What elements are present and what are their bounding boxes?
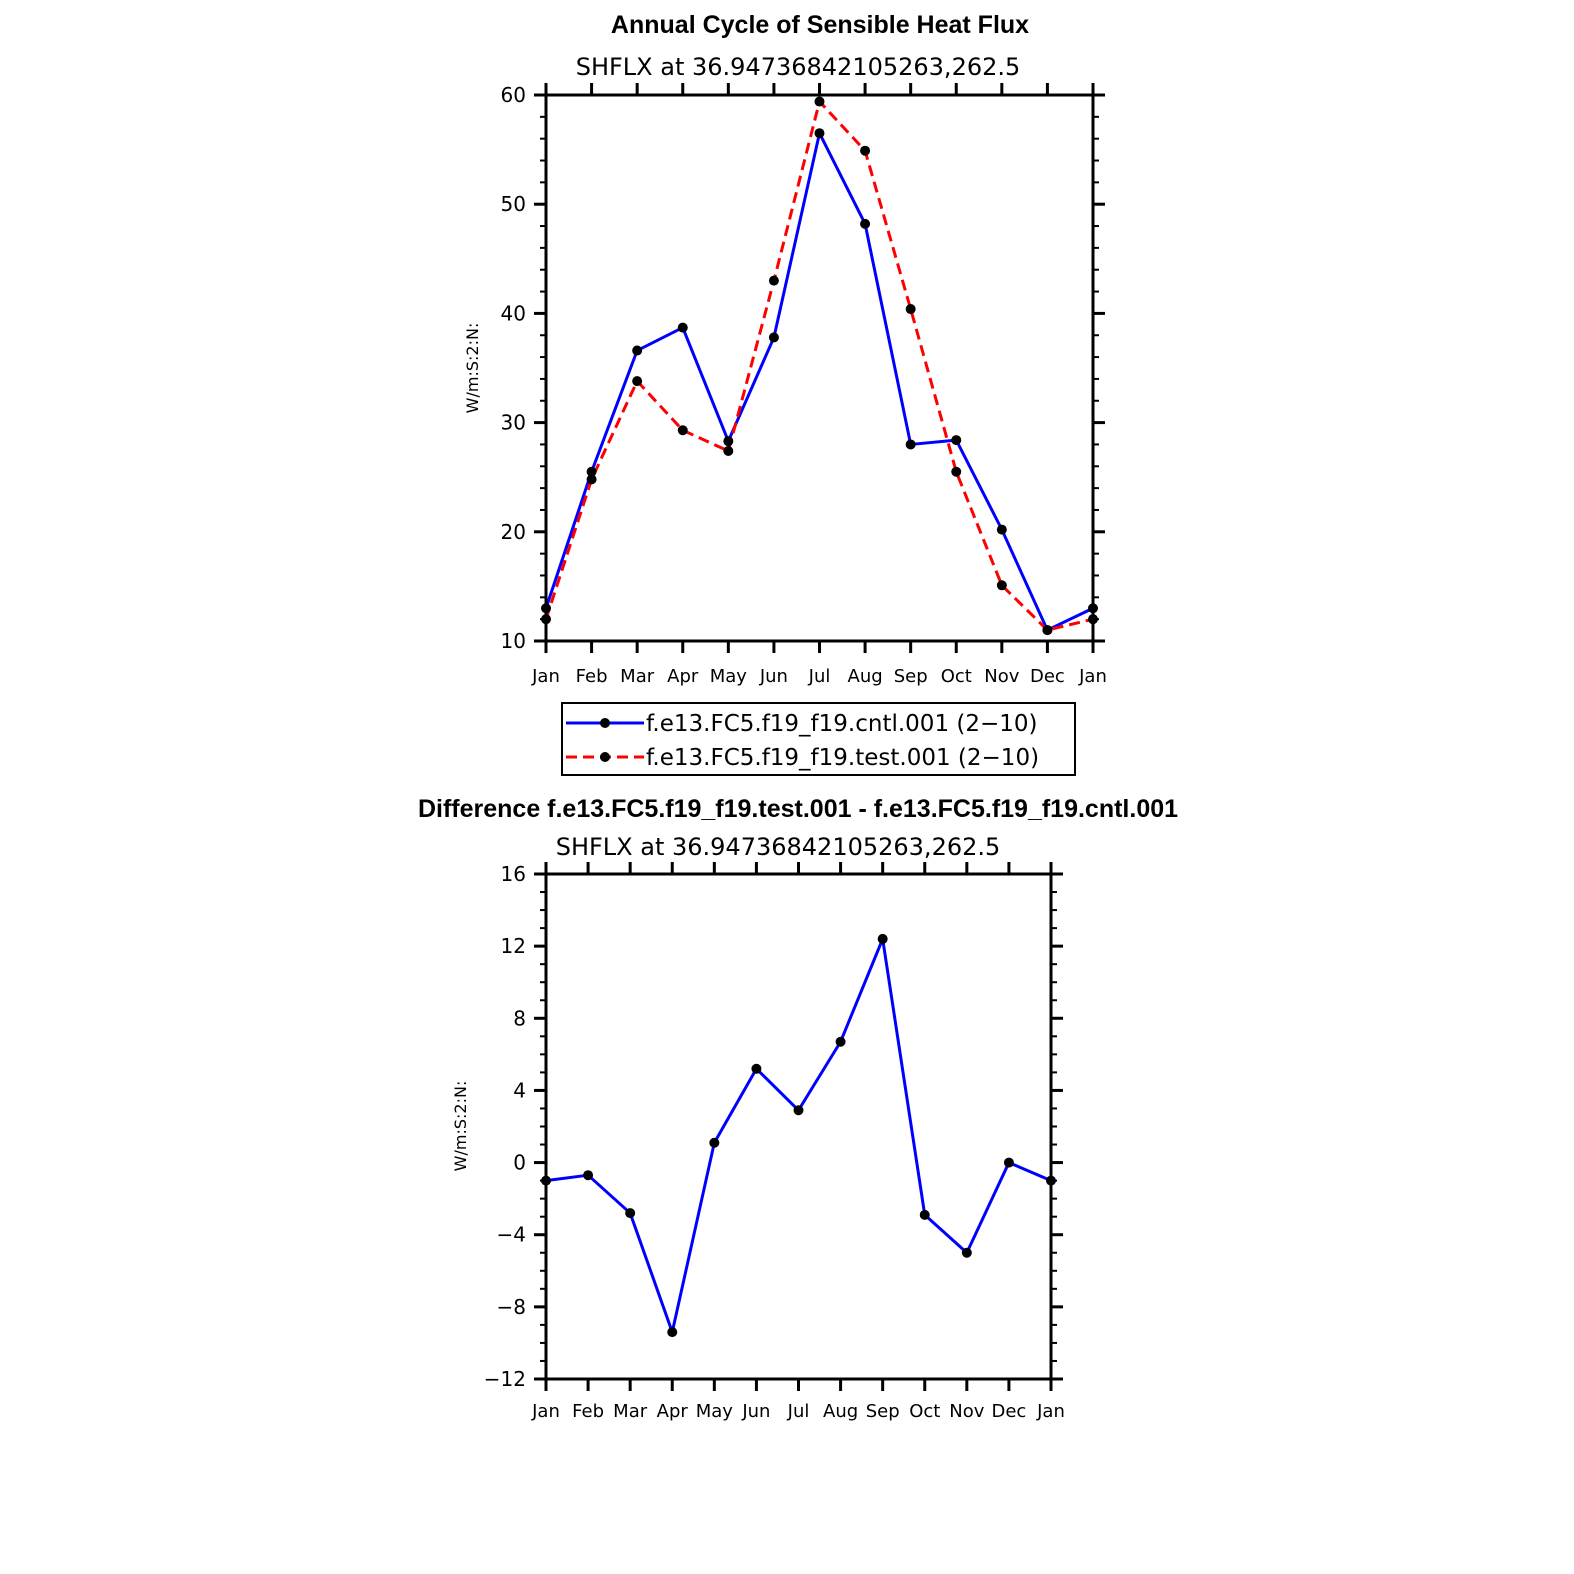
legend bbox=[562, 703, 1075, 775]
panel1-y-tick-label: 40 bbox=[500, 301, 526, 326]
panel1-y-tick-label: 30 bbox=[500, 410, 526, 435]
panel1-x-tick-label: Jun bbox=[759, 666, 788, 687]
panel1-series-0-point bbox=[997, 525, 1007, 535]
panel1-x-tick-label: Aug bbox=[847, 666, 883, 687]
legend-test-label: f.e13.FC5.f19_f19.test.001 (2−10) bbox=[646, 745, 1040, 771]
panel2-x-tick-label: Nov bbox=[949, 1401, 985, 1422]
panel1-series-1-point bbox=[769, 276, 779, 286]
panel2-title: Difference f.e13.FC5.f19_f19.test.001 - f.e13.FC5.f19_f19.cntl.001 bbox=[417, 795, 1179, 823]
panel2-series-0-point bbox=[1004, 1158, 1014, 1168]
panel1-series-1-point bbox=[951, 467, 961, 477]
panel2-plot-frame bbox=[546, 874, 1051, 1379]
panel1-x-tick-label: Nov bbox=[984, 666, 1020, 687]
panel2-series-0-point bbox=[836, 1037, 846, 1047]
panel1-series-0-point bbox=[769, 332, 779, 342]
panel1-x-tick-label: May bbox=[709, 666, 747, 687]
panel1-y-tick-label: 10 bbox=[500, 629, 526, 653]
panel1-x-tick-label: Oct bbox=[940, 666, 972, 687]
panel1-series-1-point bbox=[678, 425, 688, 435]
panel2-x-tick-label: Jul bbox=[787, 1401, 810, 1422]
panel1-series-0-point bbox=[860, 219, 870, 229]
legend-test-marker bbox=[600, 752, 610, 762]
panel-annual-cycle bbox=[463, 11, 1107, 687]
panel1-series-0-point bbox=[906, 439, 916, 449]
panel1-x-tick-label: Sep bbox=[893, 666, 928, 687]
panel2-y-axis-label: W/m:S:2:N: bbox=[451, 1080, 470, 1172]
panel1-series-0-point bbox=[815, 128, 825, 138]
panel2-series-0-point bbox=[920, 1210, 930, 1220]
panel-difference bbox=[418, 795, 1178, 1422]
panel1-x-tick-label: Jul bbox=[808, 666, 831, 687]
panel2-y-tick-label: 8 bbox=[513, 1006, 526, 1031]
panel1-x-tick-label: Jan bbox=[532, 666, 560, 687]
panel2-x-tick-label: Sep bbox=[865, 1401, 900, 1422]
panel2-series-0-point bbox=[667, 1327, 677, 1337]
panel2-series bbox=[541, 934, 1056, 1337]
panel2-series-0-line bbox=[546, 939, 1051, 1332]
panel2-x-tick-label: Jun bbox=[742, 1401, 771, 1422]
panel1-series-1-point bbox=[860, 146, 870, 156]
panel2-x-tick-label: Jan bbox=[532, 1401, 560, 1422]
panel1-subtitle: SHFLX at 36.94736842105263,262.5 bbox=[575, 53, 1021, 81]
panel2-series-0-point bbox=[794, 1105, 804, 1115]
panel2-y-tick-label: 16 bbox=[500, 862, 526, 886]
panel1-y-tick-label: 50 bbox=[500, 192, 526, 217]
panel1-series-1-point bbox=[906, 304, 916, 314]
panel1-x-tick-label: Mar bbox=[620, 666, 655, 687]
panel1-x-tick-label: Feb bbox=[575, 666, 608, 687]
panel2-x-tick-label: Dec bbox=[991, 1401, 1027, 1422]
panel2-y-tick-label: −4 bbox=[496, 1222, 526, 1247]
panel1-series-0-line bbox=[546, 133, 1093, 630]
panel1-series-0-point bbox=[678, 323, 688, 333]
panel1-x-tick-label: Jan bbox=[1079, 666, 1107, 687]
panel2-x-tick-label: Aug bbox=[823, 1401, 859, 1422]
panel1-series-0-point bbox=[951, 435, 961, 445]
panel2-series-0-point bbox=[962, 1248, 972, 1258]
legend-cntl-label: f.e13.FC5.f19_f19.cntl.001 (2−10) bbox=[646, 711, 1038, 737]
panel2-series-0-point bbox=[709, 1138, 719, 1148]
panel2-y-tick-label: −8 bbox=[496, 1294, 526, 1319]
panel1-series-1-point bbox=[1042, 625, 1052, 635]
panel1-series bbox=[541, 97, 1098, 636]
legend-cntl-marker bbox=[600, 718, 610, 728]
panel2-y-tick-label: 4 bbox=[513, 1078, 526, 1103]
panel1-series-0-point bbox=[632, 346, 642, 356]
panel1-series-1-point bbox=[723, 446, 733, 456]
panel2-ticks bbox=[484, 862, 1065, 1422]
panel2-x-tick-label: Oct bbox=[909, 1401, 941, 1422]
panel1-y-tick-label: 20 bbox=[500, 519, 526, 544]
panel2-series-0-point bbox=[625, 1208, 635, 1218]
panel2-x-tick-label: Feb bbox=[572, 1401, 605, 1422]
panel1-x-tick-label: Apr bbox=[667, 666, 699, 687]
panel2-series-0-point bbox=[751, 1064, 761, 1074]
panel2-series-0-point bbox=[878, 934, 888, 944]
panel2-y-tick-label: 12 bbox=[500, 934, 526, 959]
panel1-series-1-point bbox=[997, 580, 1007, 590]
panel2-y-tick-label: 0 bbox=[513, 1150, 526, 1175]
panel2-y-tick-label: −12 bbox=[483, 1367, 526, 1391]
panel1-title: Annual Cycle of Sensible Heat Flux bbox=[610, 11, 1030, 39]
panel2-x-tick-label: Jan bbox=[1037, 1401, 1065, 1422]
panel1-series-1-point bbox=[632, 376, 642, 386]
panel1-x-tick-label: Dec bbox=[1029, 666, 1065, 687]
panel2-x-tick-label: Mar bbox=[613, 1401, 648, 1422]
panel2-subtitle: SHFLX at 36.94736842105263,262.5 bbox=[555, 833, 1001, 861]
panel1-plot-frame bbox=[546, 95, 1093, 641]
panel2-x-tick-label: May bbox=[695, 1401, 733, 1422]
panel1-y-axis-label: W/m:S:2:N: bbox=[463, 322, 482, 414]
panel1-series-1-point bbox=[587, 474, 597, 484]
panel1-ticks bbox=[501, 83, 1107, 687]
panel1-series-0-point bbox=[723, 436, 733, 446]
panel2-series-0-point bbox=[583, 1170, 593, 1180]
panel1-y-tick-label: 60 bbox=[500, 83, 526, 107]
panel2-x-tick-label: Apr bbox=[656, 1401, 688, 1422]
panel1-series-1-point bbox=[815, 97, 825, 107]
